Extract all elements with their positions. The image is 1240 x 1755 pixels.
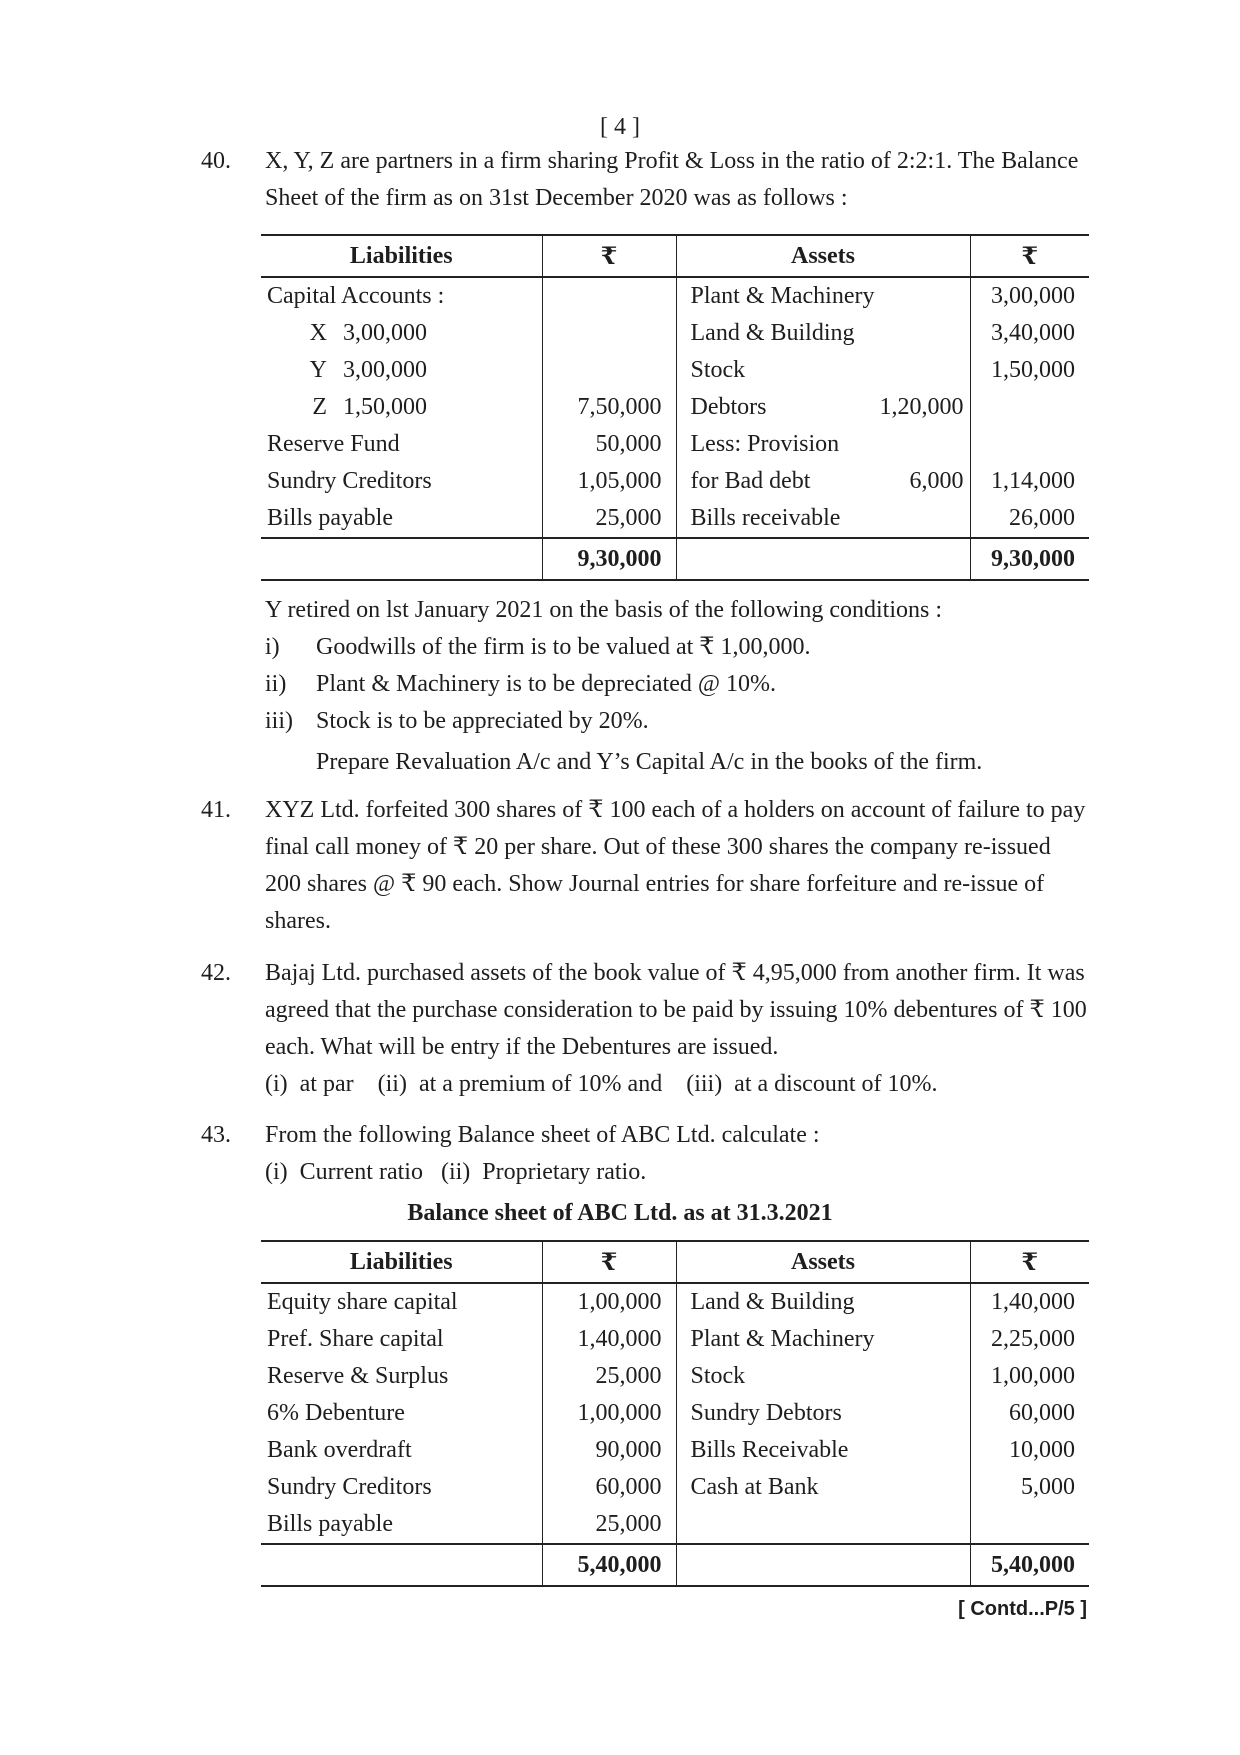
liability-label: Equity share capital	[261, 1283, 542, 1321]
q41-line: shares.	[265, 908, 331, 934]
asset-label	[676, 1506, 970, 1544]
q40-line-2: Sheet of the firm as on 31st December 2020 was as follows :	[265, 185, 848, 211]
asset-amount: 5,000	[1021, 1474, 1075, 1500]
q43-line-2: (i) Current ratio (ii) Proprietary ratio.	[265, 1159, 647, 1185]
liability-label: Reserve Fund	[261, 426, 542, 463]
table-row	[261, 1283, 1089, 1321]
asset-amount	[970, 1506, 1089, 1544]
asset-label: Debtors	[690, 394, 767, 420]
liability-amount: 25,000	[542, 500, 676, 538]
liability-amount: 1,40,000	[542, 1321, 676, 1358]
liability-amount: 1,00,000	[542, 1283, 676, 1321]
q40-conditions	[265, 592, 1095, 781]
asset-label-with-inner	[676, 389, 970, 426]
table-row	[261, 463, 1089, 500]
partner-name: Y	[309, 357, 327, 383]
liability-amount: 25,000	[542, 1506, 676, 1544]
partner-capital-amount: 1,50,000	[343, 394, 427, 420]
q42-options: (i) at par (ii) at a premium of 10% and (iii) at a discount of 10%.	[265, 1071, 938, 1097]
liability-amount	[542, 277, 676, 315]
total-liabilities: 5,40,000	[542, 1544, 676, 1586]
asset-amount: 26,000	[1009, 505, 1075, 531]
question-40-text	[265, 143, 1095, 217]
asset-label: Land & Building	[676, 1283, 970, 1321]
partner-capital-amount: 3,00,000	[343, 320, 427, 346]
liability-amount: 25,000	[542, 1358, 676, 1395]
asset-label: Stock	[676, 352, 970, 389]
total-spacer	[676, 1544, 970, 1586]
table-header-row	[261, 1241, 1089, 1283]
balance-sheet-title: Balance sheet of ABC Ltd. as at 31.3.2021	[407, 1200, 833, 1226]
condition-item	[265, 703, 1095, 740]
question-41-text	[265, 792, 1095, 940]
partner-capital	[261, 315, 542, 352]
liability-amount: 50,000	[542, 426, 676, 463]
header-liabilities: Liabilities	[261, 235, 542, 277]
condition-item	[265, 629, 1095, 666]
liability-label: Bank overdraft	[261, 1432, 542, 1469]
q41-line: 200 shares @ ₹ 90 each. Show Journal entries for share forfeiture and re-issue of	[265, 871, 1045, 897]
total-assets: 5,40,000	[970, 1544, 1089, 1586]
condition-text: Stock is to be appreciated by 20%.	[316, 708, 649, 734]
partner-capital	[261, 352, 542, 389]
asset-amount: 1,40,000	[991, 1289, 1075, 1315]
asset-label: Plant & Machinery	[676, 1321, 970, 1358]
table-row	[261, 1469, 1089, 1506]
asset-amount	[970, 389, 1089, 426]
liability-label: 6% Debenture	[261, 1395, 542, 1432]
asset-amount: 10,000	[1009, 1437, 1075, 1463]
asset-label: Stock	[676, 1358, 970, 1395]
liability-label: Pref. Share capital	[261, 1321, 542, 1358]
total-spacer	[676, 538, 970, 580]
question-number-41: 41.	[201, 797, 231, 823]
total-spacer	[261, 538, 542, 580]
table-total-row	[261, 538, 1089, 580]
table-row	[261, 1395, 1089, 1432]
table-row	[261, 315, 1089, 352]
liability-label: Capital Accounts :	[261, 277, 542, 315]
liability-label: Bills payable	[261, 500, 542, 538]
asset-label: Sundry Debtors	[676, 1395, 970, 1432]
liability-amount: 1,00,000	[542, 1395, 676, 1432]
table-row	[261, 426, 1089, 463]
question-43-text	[265, 1117, 1095, 1191]
total-liabilities: 9,30,000	[542, 538, 676, 580]
asset-label: Less: Provision	[676, 426, 970, 463]
question-number-42: 42.	[201, 960, 231, 986]
asset-label: for Bad debt	[690, 468, 811, 494]
liability-label: Bills payable	[261, 1506, 542, 1544]
q40-intro: Y retired on lst January 2021 on the basis of the following conditions :	[265, 597, 943, 623]
balance-sheet-table-xyz	[261, 234, 1089, 581]
asset-label: Bills Receivable	[676, 1432, 970, 1469]
q40-line-1: X, Y, Z are partners in a firm sharing Profit & Loss in the ratio of 2:2:1. The Balance	[265, 148, 1079, 174]
q43-line-1: From the following Balance sheet of ABC Ltd. calculate :	[265, 1122, 820, 1148]
table-row	[261, 1358, 1089, 1395]
continued-footer: [ Contd...P/5 ]	[958, 1598, 1087, 1620]
condition-label: i)	[265, 634, 280, 660]
q42-line: each. What will be entry if the Debentures are issued.	[265, 1034, 779, 1060]
q41-line: XYZ Ltd. forfeited 300 shares of ₹ 100 each of a holders on account of failure to pay	[265, 797, 1086, 823]
page-number: [ 4 ]	[600, 114, 640, 140]
partner-capital	[261, 389, 542, 426]
liability-amount: 1,05,000	[542, 463, 676, 500]
q40-instruction: Prepare Revaluation A/c and Y’s Capital A/c in the books of the firm.	[316, 749, 983, 775]
header-assets: Assets	[676, 1241, 970, 1283]
header-rupee: ₹	[542, 1241, 676, 1283]
asset-inner-amount: 6,000	[909, 468, 964, 494]
total-assets: 9,30,000	[970, 538, 1089, 580]
liability-label: Sundry Creditors	[261, 463, 542, 500]
liability-amount	[542, 352, 676, 389]
asset-amount: 1,50,000	[991, 357, 1075, 383]
header-rupee: ₹	[542, 235, 676, 277]
liability-label: Reserve & Surplus	[261, 1358, 542, 1395]
balance-sheet-table-abc	[261, 1240, 1089, 1587]
partner-capital-amount: 3,00,000	[343, 357, 427, 383]
condition-item	[265, 666, 1095, 703]
table-row	[261, 1506, 1089, 1544]
asset-inner-amount: 1,20,000	[879, 394, 964, 420]
asset-amount: 1,14,000	[991, 468, 1075, 494]
asset-amount: 3,40,000	[991, 320, 1075, 346]
asset-amount	[970, 426, 1089, 463]
partner-name: X	[309, 320, 327, 346]
header-rupee: ₹	[970, 1241, 1089, 1283]
question-42-text	[265, 955, 1095, 1103]
table-row	[261, 500, 1089, 538]
liability-amount: 60,000	[542, 1469, 676, 1506]
liability-amount: 7,50,000	[542, 389, 676, 426]
liability-label: Sundry Creditors	[261, 1469, 542, 1506]
asset-label: Plant & Machinery	[676, 277, 970, 315]
table-row	[261, 1321, 1089, 1358]
table-row	[261, 277, 1089, 315]
asset-label: Bills receivable	[676, 500, 970, 538]
question-number-40: 40.	[201, 148, 231, 174]
asset-label: Cash at Bank	[676, 1469, 970, 1506]
condition-text: Plant & Machinery is to be depreciated @ 10%.	[316, 671, 776, 697]
q41-line: final call money of ₹ 20 per share. Out of these 300 shares the company re-issued	[265, 834, 1051, 860]
liability-amount: 90,000	[542, 1432, 676, 1469]
q42-line: agreed that the purchase consideration to be paid by issuing 10% debentures of ₹ 100	[265, 997, 1087, 1023]
q42-line: Bajaj Ltd. purchased assets of the book value of ₹ 4,95,000 from another firm. It was	[265, 960, 1085, 986]
condition-label: iii)	[265, 708, 293, 734]
table-row	[261, 389, 1089, 426]
partner-name: Z	[312, 394, 327, 420]
asset-amount: 2,25,000	[991, 1326, 1075, 1352]
table-row	[261, 1432, 1089, 1469]
table-header-row	[261, 235, 1089, 277]
table-total-row	[261, 1544, 1089, 1586]
header-rupee: ₹	[970, 235, 1089, 277]
question-number-43: 43.	[201, 1122, 231, 1148]
asset-label: Land & Building	[676, 315, 970, 352]
asset-amount: 1,00,000	[991, 1363, 1075, 1389]
condition-text: Goodwills of the firm is to be valued at ₹ 1,00,000.	[316, 634, 811, 660]
asset-amount: 60,000	[1009, 1400, 1075, 1426]
condition-label: ii)	[265, 671, 287, 697]
asset-label-with-inner	[676, 463, 970, 500]
header-assets: Assets	[676, 235, 970, 277]
total-spacer	[261, 1544, 542, 1586]
table-row	[261, 352, 1089, 389]
asset-amount: 3,00,000	[991, 283, 1075, 309]
header-liabilities: Liabilities	[261, 1241, 542, 1283]
liability-amount	[542, 315, 676, 352]
